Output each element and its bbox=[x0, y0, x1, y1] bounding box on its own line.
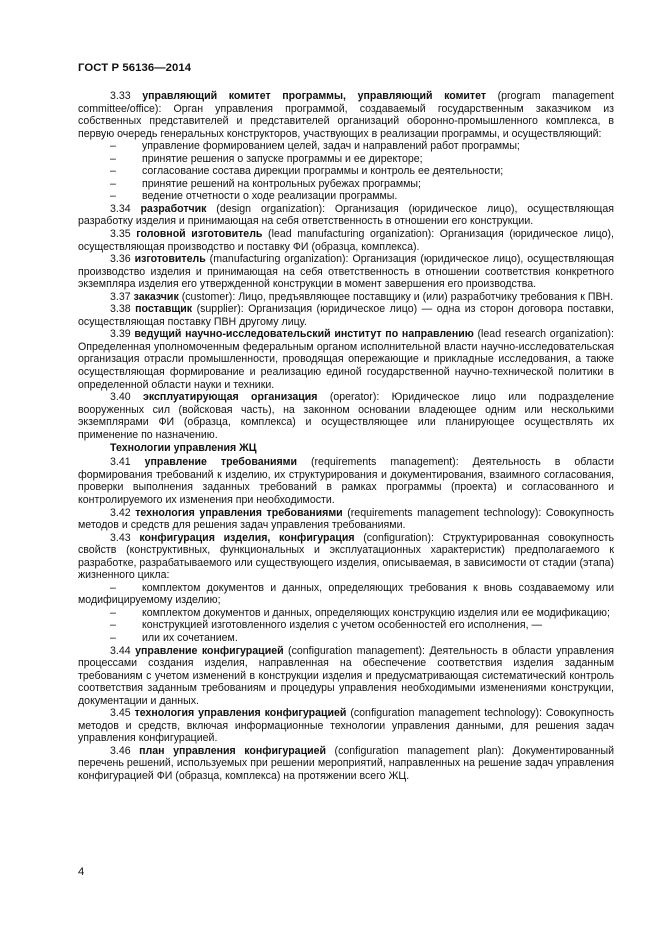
definition-3-45: 3.45 технология управления конфигурацией (configuration management technology): Совокупность методов и средств, включая информационные технологии управления данными, для решения задач управления конфигурацией. bbox=[78, 707, 614, 745]
definition-3-46: 3.46 план управления конфигурацией (configuration management plan): Документированный перечень решений, используемых при решении мероприятий, направленных на решение задач управления конфигурацией ФИ (образца, комплекса) на протяжении всего ЖЦ. bbox=[78, 744, 614, 782]
list-item: – принятие решений на контрольных рубежах программы; bbox=[110, 177, 421, 190]
list-item: – конструкцией изготовленного изделия с учетом особенностей его исполнения, — bbox=[110, 619, 543, 632]
term: поставщик bbox=[135, 303, 193, 316]
list-item: – принятие решения о запуске программы и ее директоре; bbox=[110, 152, 423, 165]
definition-3-41: 3.41 управление требованиями (requirements management): Деятельность в области формирования требований к изделию, их структурирования и документирования, взаимного согласования, проверки выполнения заданных требований в рамках программы (проекта) и согласованного и контролируемого их изменения при необходимости. bbox=[78, 456, 614, 506]
list-item: – или их сочетанием. bbox=[110, 631, 238, 644]
section-heading: Технологии управления ЖЦ bbox=[110, 442, 257, 455]
definition-3-36: 3.36 изготовитель (manufacturing organization): Организация (юридическое лицо), осуществляющая производство изделия и принимающая на себя ответственность в отношении соответствия конкретного экземпляра изделия его утвержденной конструкции в момент завершения его производства. bbox=[78, 253, 614, 291]
definition-3-39: 3.39 ведущий научно-исследовательский институт по направлению (lead research organization): Определенная уполномоченным федеральным органом исполнительной власти научно-исследовательская организация отрасли промышленности, проводящая опережающие и прикладные исследования, а также осуществляющая формирование и реализацию единой государственной научно-технической политики в определенной области науки и техники. bbox=[78, 328, 614, 391]
term: изготовитель bbox=[134, 253, 206, 266]
definition-3-34: 3.34 разработчик (design organization): Организация (юридическое лицо), осуществляющая разработку изделия и принимающая на себя ответственность в отношении его конструкции. bbox=[78, 202, 614, 228]
term: управляющий комитет программы, управляющий комитет bbox=[142, 90, 487, 102]
term: управление требованиями bbox=[144, 456, 298, 469]
term: конфигурация изделия, конфигурация bbox=[139, 531, 355, 544]
definition-3-37: 3.37 заказчик (customer): Лицо, предъявляющее поставщику и (или) разработчику требования к ПВН. bbox=[110, 290, 614, 303]
term: головной изготовитель bbox=[136, 228, 263, 241]
term: технология управления требованиями bbox=[135, 506, 343, 519]
list-item: – согласование состава дирекции программы и контроль ее деятельности; bbox=[110, 165, 504, 178]
term: ведущий научно-исследовательский институт по направлению bbox=[134, 328, 474, 341]
definition-3-33: 3.33 управляющий комитет программы, управляющий комитет (program management committee/office): Орган управления программой, создаваемый государственным заказчиком из собственных представителей и представителей организаций оборонно-промышленного комплекса, в первую очередь генеральных конструкторов, участвующих в реализации программы, и осуществляющий: bbox=[78, 90, 614, 140]
list-item: – ведение отчетности о ходе реализации программы. bbox=[110, 190, 398, 203]
list-item: – комплектом документов и данных, определяющих требования к вновь создаваемому или модифицируемому изделию; bbox=[78, 581, 614, 607]
term: управление конфигурацией bbox=[135, 644, 284, 657]
list-item: – управление формированием целей, задач и направлений работ программы; bbox=[110, 140, 520, 153]
term: план управления конфигурацией bbox=[139, 744, 327, 757]
standard-header: ГОСТ Р 56136—2014 bbox=[78, 62, 192, 74]
definition-3-35: 3.35 головной изготовитель (lead manufacturing organization): Организация (юридическое лицо), осуществляющая производство и поставку ФИ (образца, комплекса). bbox=[78, 228, 614, 253]
definition-3-43: 3.43 конфигурация изделия, конфигурация (configuration): Структурированная совокупность свойств (конструктивных, функциональных и эксплуатационных характеристик) предполагаемого к разработке, разрабатываемого или существующего изделия, описываемая, в зависимости от стадии (этапа) жизненного цикла: bbox=[78, 531, 615, 582]
definition-3-38: 3.38 поставщик (supplier): Организация (юридическое лицо) — одна из сторон договора поставки, осуществляющая поставку ПВН другому лицу. bbox=[78, 303, 614, 328]
page-number: 4 bbox=[78, 866, 85, 878]
list-item: – комплектом документов и данных, определяющих конструкцию изделия или ее модификацию; bbox=[110, 606, 610, 619]
document-body bbox=[78, 90, 614, 783]
definition-3-40: 3.40 эксплуатирующая организация (operator): Юридическое лицо или подразделение вооруженных сил (войсковая часть), на законном основании владеющее одним или несколькими экземплярами ФИ (образца, комплекса) и осуществляющее или планирующее осуществлять их применение по назначению. bbox=[78, 391, 614, 441]
definition-3-42: 3.42 технология управления требованиями (requirements management technology): Совокупность методов и средств для решения задач управления требованиями. bbox=[78, 506, 614, 532]
term: разработчик bbox=[140, 202, 207, 215]
term: заказчик bbox=[133, 290, 179, 303]
term: технология управления конфигурацией bbox=[134, 707, 347, 720]
term: эксплуатирующая организация bbox=[143, 391, 318, 404]
definition-3-44: 3.44 управление конфигурацией (configuration management): Деятельность в области управления процессами создания изделия, направленная на обеспечение соответствия изделия заданным требованиям с учетом изменений в конструкции изделия и предусматривающая систематический контроль соответствия заданным требованиям и процедуры управления необходимыми изменениями конструкции, документации и данных. bbox=[78, 644, 614, 707]
